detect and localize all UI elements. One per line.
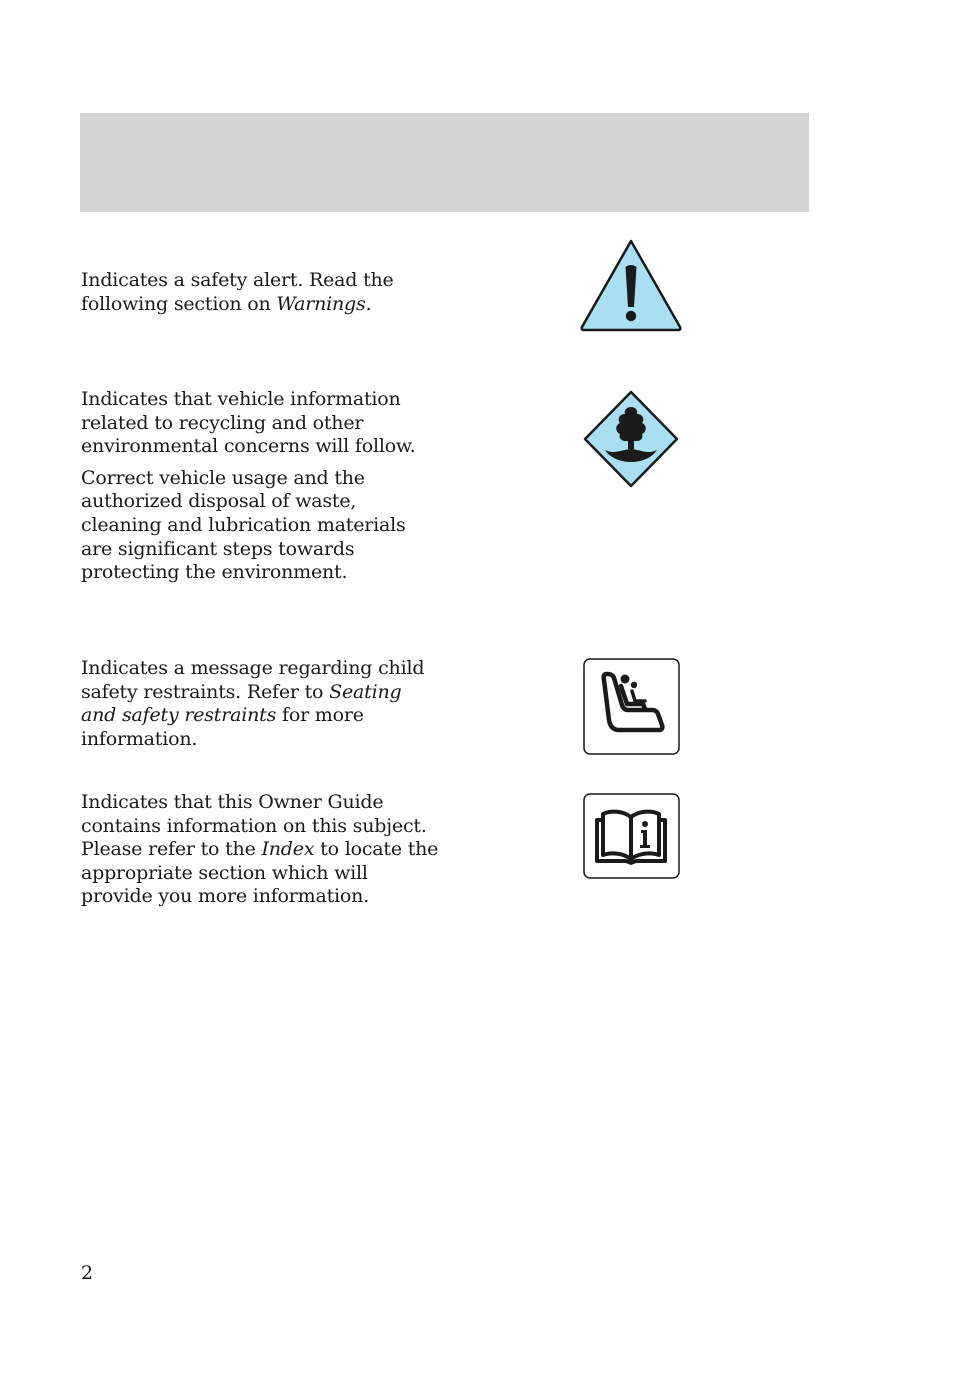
environment-paragraph-1: Indicates that vehicle information related to recycling and other environmental concerns will follow. — [81, 388, 416, 458]
safety-alert-text: Indicates a safety alert. Read the following section on Warnings. — [81, 269, 394, 315]
header-band — [80, 113, 809, 212]
environment-paragraph-2: Correct vehicle usage and the authorized disposal of waste, cleaning and lubrication materials are significant steps towards protecting the environment. — [81, 466, 406, 584]
warning-triangle-icon — [578, 237, 684, 333]
child-seat-icon — [583, 658, 680, 755]
seating-reference: Seating and safety restraints — [81, 680, 402, 727]
environment-text — [81, 388, 441, 585]
index-reference: Index — [261, 838, 315, 861]
owner-guide-book-icon — [583, 793, 680, 879]
page-number: 2 — [81, 1262, 94, 1284]
child-safety-text: Indicates a message regarding child safety restraints. Refer to Seating and safety restraints for more information. — [81, 657, 425, 750]
warnings-reference: Warnings — [276, 292, 366, 315]
owner-guide-text: Indicates that this Owner Guide contains information on this subject. Please refer to the Index to locate the appropriate section which will provide you more information. — [81, 791, 439, 908]
environment-tree-icon — [581, 389, 681, 489]
